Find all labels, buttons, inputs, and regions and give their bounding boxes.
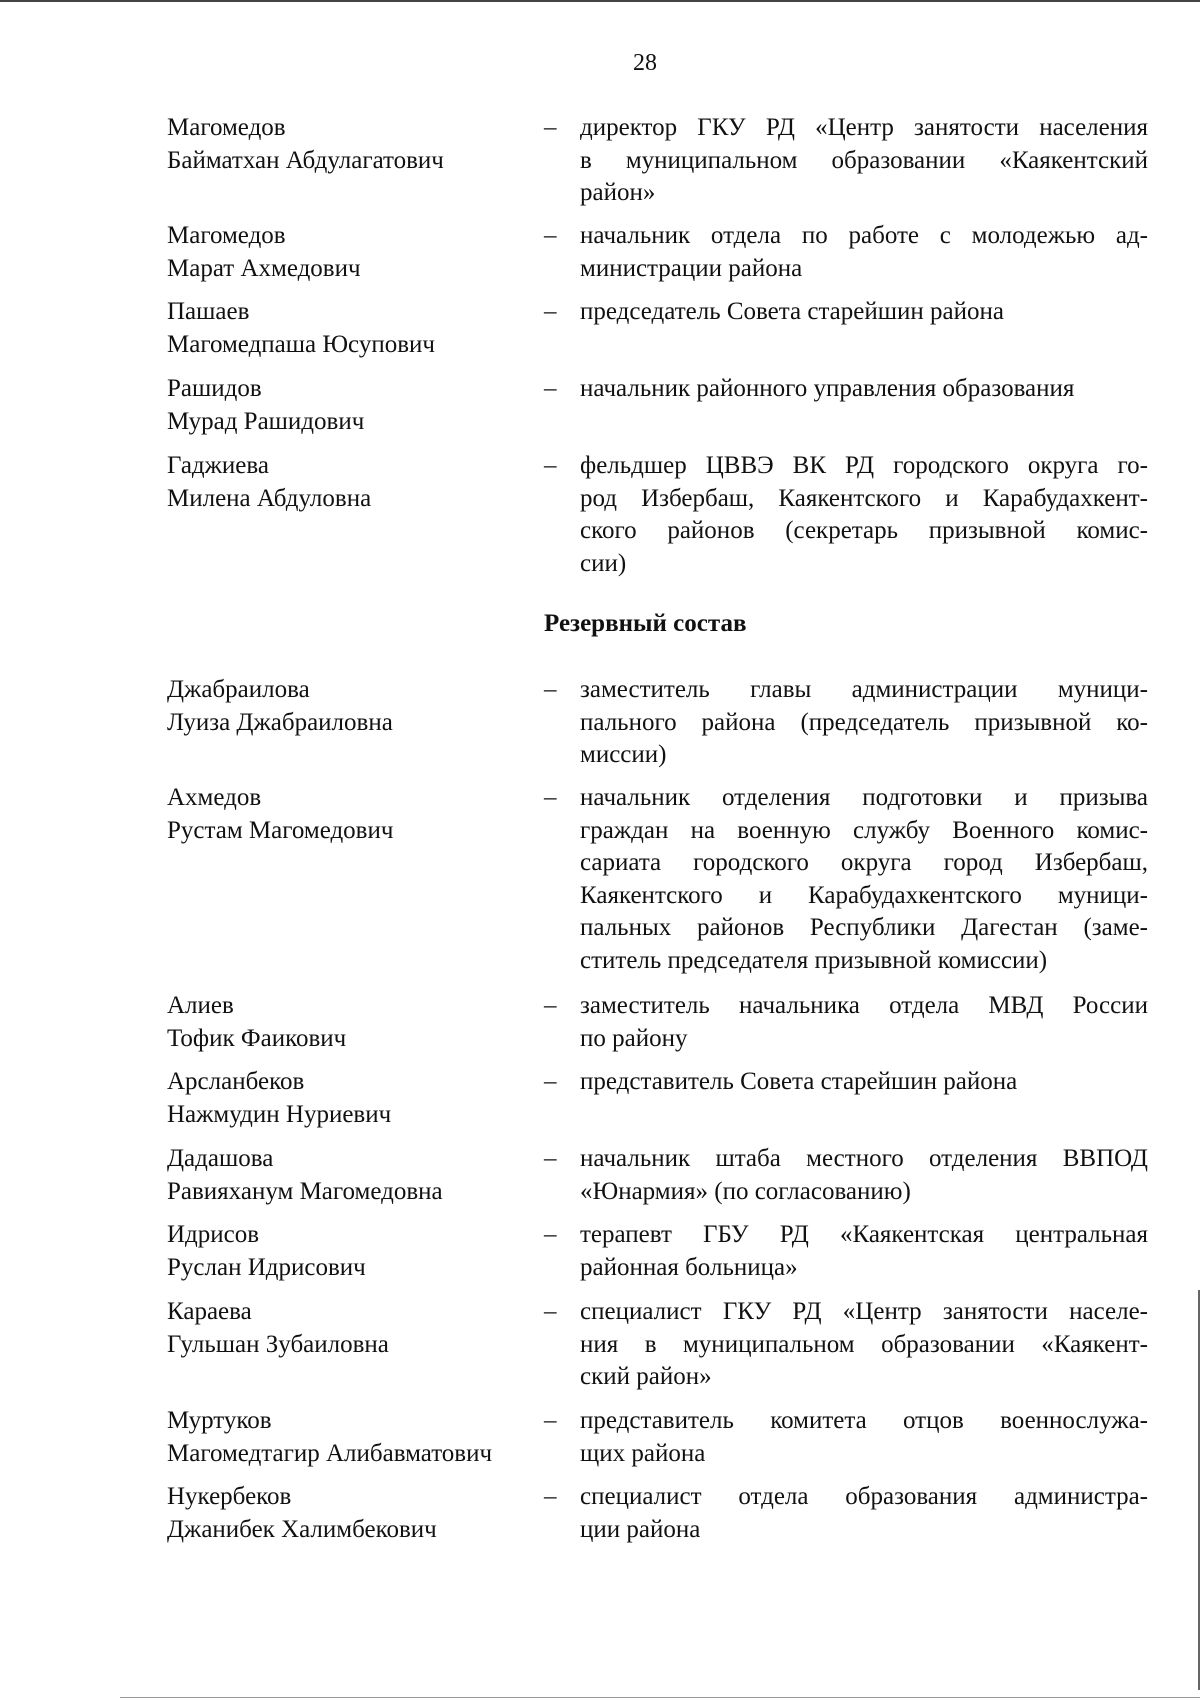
position-line: ского районов (секретарь призывной комис- (580, 517, 1148, 544)
position-line: пального района (председатель призывной ко- (580, 708, 1148, 736)
member-name (167, 1481, 547, 1546)
position-line: сии) (580, 549, 627, 577)
member-position (580, 220, 1148, 285)
scan-edge-bottom (120, 1697, 1200, 1698)
entry-dash: – (544, 1298, 557, 1325)
member-position (580, 1066, 1148, 1099)
member-name (167, 220, 547, 285)
position-line: начальник отделения подготовки и призыва (580, 784, 1148, 811)
position-line: щих района (580, 1439, 706, 1467)
position-line: род Избербаш, Каякентского и Карабудахкент- (580, 484, 1148, 512)
entry-dash: – (544, 1407, 557, 1434)
position-line: фельдшер ЦВВЭ ВК РД городского округа го- (580, 452, 1148, 479)
member-given-names: Магомедтагир Алибавматович (167, 1439, 493, 1467)
member-surname: Дадашова (167, 1145, 274, 1172)
entry-dash: – (544, 1145, 557, 1172)
member-position (580, 112, 1148, 210)
position-line: директор ГКУ РД «Центр занятости населения (580, 114, 1148, 141)
member-position (580, 1143, 1148, 1208)
member-given-names: Джанибек Халимбекович (167, 1515, 437, 1543)
position-line: ния в муниципальном образовании «Каякент- (580, 1330, 1148, 1358)
member-given-names: Магомедпаша Юсупович (167, 330, 435, 358)
member-name (167, 296, 547, 361)
member-given-names: Байматхан Абдулагатович (167, 146, 444, 174)
member-given-names: Руслан Идрисович (167, 1253, 366, 1281)
member-given-names: Гульшан Зубаиловна (167, 1330, 389, 1358)
position-line: министрации района (580, 254, 803, 282)
position-line: пальных районов Республики Дагестан (заме- (580, 914, 1148, 941)
member-surname: Рашидов (167, 375, 262, 402)
member-name (167, 112, 547, 177)
member-surname: Идрисов (167, 1221, 260, 1248)
position-line: Каякентского и Карабудахкентского муници- (580, 881, 1148, 909)
entry-dash: – (544, 784, 557, 811)
member-name (167, 990, 547, 1055)
page-number: 28 (633, 50, 657, 76)
member-name (167, 450, 547, 515)
member-position (580, 1219, 1148, 1284)
position-line: ститель председателя призывной комиссии) (580, 946, 1048, 974)
position-line: заместитель начальника отдела МВД России (580, 992, 1148, 1019)
position-line: специалист отдела образования администра- (580, 1483, 1148, 1510)
position-line: терапевт ГБУ РД «Каякентская центральная (580, 1221, 1148, 1248)
member-name (167, 1296, 547, 1361)
member-name (167, 1405, 547, 1470)
member-position (580, 1405, 1148, 1470)
member-position (580, 450, 1148, 580)
member-position (580, 782, 1148, 977)
scan-edge-top (0, 0, 1200, 2)
member-given-names: Нажмудин Нуриевич (167, 1100, 392, 1128)
member-position (580, 296, 1148, 329)
member-surname: Караева (167, 1298, 252, 1325)
position-line: граждан на военную службу Военного комис- (580, 816, 1148, 844)
entry-dash: – (544, 298, 557, 325)
entry-dash: – (544, 375, 557, 402)
position-line: сариата городского округа город Избербаш, (580, 849, 1148, 876)
position-line: ции района (580, 1515, 701, 1543)
member-surname: Алиев (167, 992, 234, 1019)
member-given-names: Тофик Фаикович (167, 1024, 347, 1052)
member-surname: Нукербеков (167, 1483, 292, 1510)
position-line: начальник отдела по работе с молодежью ад- (580, 222, 1148, 249)
position-line: район» (580, 179, 656, 206)
position-line: председатель Совета старейшин района (580, 298, 1004, 325)
member-name (167, 1143, 547, 1208)
position-line: начальник штаба местного отделения ВВПОД (580, 1145, 1148, 1172)
member-given-names: Рустам Магомедович (167, 816, 394, 844)
entry-dash: – (544, 114, 557, 141)
member-position (580, 1296, 1148, 1394)
position-line: специалист ГКУ РД «Центр занятости населе- (580, 1298, 1148, 1325)
entry-dash: – (544, 676, 557, 703)
reserve-section-title: Резервный состав (544, 610, 747, 637)
entry-dash: – (544, 1221, 557, 1248)
entry-dash: – (544, 452, 557, 479)
position-line: по району (580, 1024, 688, 1052)
member-surname: Муртуков (167, 1407, 272, 1434)
position-line: начальник районного управления образования (580, 375, 1075, 402)
member-given-names: Милена Абдуловна (167, 484, 372, 512)
member-surname: Арсланбеков (167, 1068, 305, 1095)
entry-dash: – (544, 222, 557, 249)
position-line: в муниципальном образовании «Каякентский (580, 146, 1148, 174)
position-line: ский район» (580, 1363, 712, 1390)
member-surname: Ахмедов (167, 784, 262, 811)
position-line: миссии) (580, 741, 667, 768)
position-line: районная больница» (580, 1253, 798, 1281)
entry-dash: – (544, 1483, 557, 1510)
member-surname: Пашаев (167, 298, 250, 325)
member-surname: Джабраилова (167, 676, 310, 703)
member-given-names: Марат Ахмедович (167, 254, 361, 282)
member-surname: Магомедов (167, 222, 286, 249)
member-position (580, 990, 1148, 1055)
position-line: «Юнармия» (по согласованию) (580, 1177, 911, 1205)
member-given-names: Равияханум Магомедовна (167, 1177, 443, 1205)
member-given-names: Мурад Рашидович (167, 407, 365, 435)
member-position (580, 1481, 1148, 1546)
member-name (167, 373, 547, 438)
member-name (167, 674, 547, 739)
position-line: представитель Совета старейшин района (580, 1068, 1018, 1095)
member-name (167, 782, 547, 847)
member-name (167, 1066, 547, 1131)
member-name (167, 1219, 547, 1284)
member-position (580, 373, 1148, 406)
member-surname: Гаджиева (167, 452, 269, 479)
entry-dash: – (544, 992, 557, 1019)
position-line: представитель комитета отцов военнослужа- (580, 1407, 1148, 1434)
entry-dash: – (544, 1068, 557, 1095)
member-surname: Магомедов (167, 114, 286, 141)
member-given-names: Луиза Джабраиловна (167, 708, 393, 736)
member-position (580, 674, 1148, 772)
position-line: заместитель главы администрации муници- (580, 676, 1148, 703)
